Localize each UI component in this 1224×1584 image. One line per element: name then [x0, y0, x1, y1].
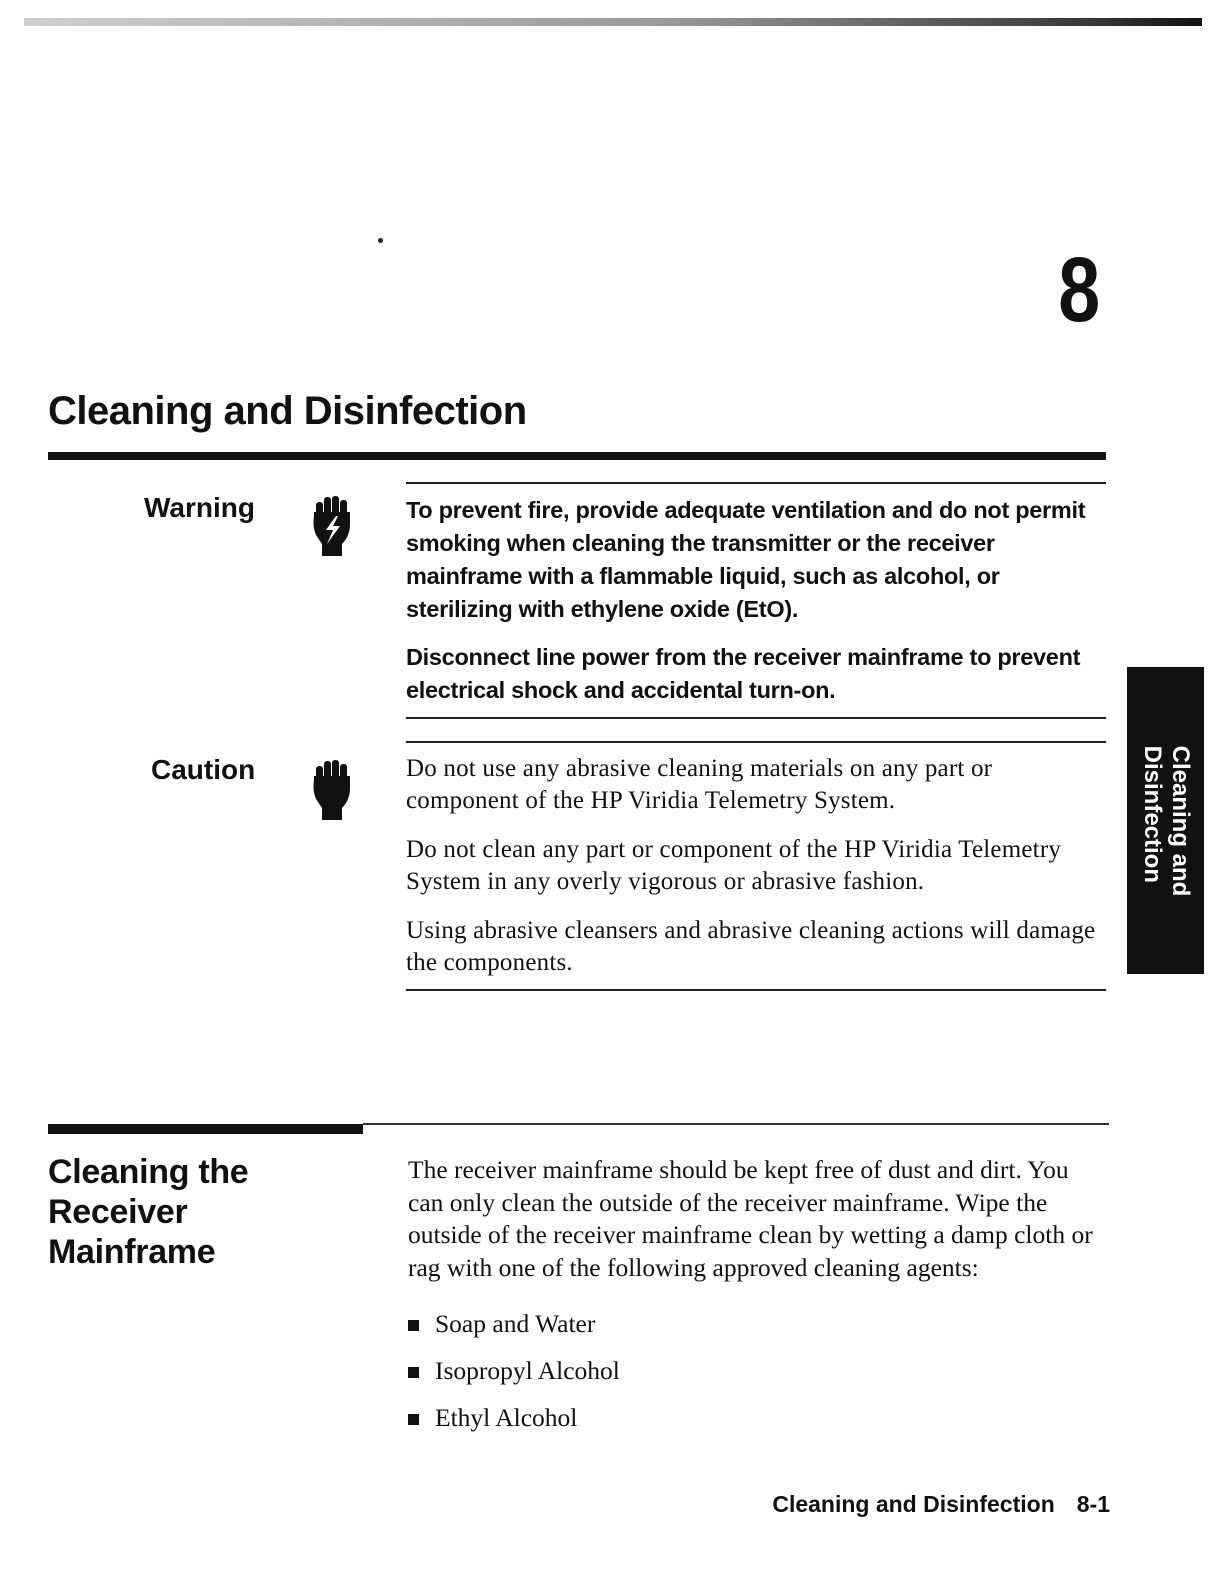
- caution-paragraph-3: Using abrasive cleansers and abrasive cleaning actions will damage the components.: [406, 917, 1096, 976]
- side-tab-line-2: Disinfection: [1138, 745, 1166, 883]
- section-rule-thick: [48, 1124, 363, 1134]
- section-paragraph: The receiver mainframe should be kept free of dust and dirt. You can only clean the outside of the receiver mainframe. Wipe the outside of the receiver mainframe clean by wetting a damp cloth or rag with one of the following approved cleaning agents:: [408, 1155, 1093, 1282]
- hand-icon-svg: [310, 758, 356, 820]
- section-heading: [48, 1152, 348, 1272]
- list-item: [408, 1300, 1108, 1347]
- list-item: [408, 1347, 1108, 1394]
- section-body: [408, 1154, 1108, 1441]
- chapter-number: 8: [1058, 239, 1100, 341]
- caution-bottom-rule: [406, 989, 1106, 991]
- page-number: 8-1: [1076, 1491, 1110, 1517]
- list-item-label: Isopropyl Alcohol: [435, 1355, 620, 1385]
- warning-top-rule: [406, 482, 1106, 484]
- warning-bottom-rule: [406, 717, 1106, 719]
- chapter-side-tab: [1127, 667, 1204, 974]
- warning-paragraph-2: Disconnect line power from the receiver mainframe to prevent electrical shock and accidental turn-on.: [406, 644, 1081, 703]
- warning-box: [406, 482, 1106, 719]
- caution-paragraph-1: Do not use any abrasive cleaning materials on any part or component of the HP Viridia Telemetry System.: [406, 755, 993, 814]
- list-item-label: Ethyl Alcohol: [435, 1402, 578, 1432]
- hand-lightning-icon: [310, 494, 356, 556]
- caution-box: [406, 741, 1106, 991]
- section-heading-line-3: Mainframe: [48, 1233, 216, 1271]
- section-heading-line-2: Receiver: [48, 1193, 188, 1231]
- footer-title: Cleaning and Disinfection: [772, 1491, 1055, 1517]
- warning-paragraph-1: To prevent fire, provide adequate ventilation and do not permit smoking when cleaning the transmitter or the receiver mainframe with a flammable liquid, such as alcohol, or sterilizing with ethylene oxide (EtO).: [406, 497, 1086, 622]
- caution-label: Caution: [151, 754, 256, 785]
- page-footer: [772, 1489, 1110, 1519]
- list-item: [408, 1394, 1108, 1441]
- warning-label: Warning: [144, 492, 255, 523]
- bullet-icon: [408, 1320, 419, 1331]
- caution-paragraph-2: Do not clean any part or component of the HP Viridia Telemetry System in any overly vigorous or abrasive fashion.: [406, 836, 1062, 895]
- bullet-icon: [408, 1414, 419, 1425]
- side-tab-line-1: Cleaning and: [1166, 745, 1194, 896]
- caution-top-rule: [406, 741, 1106, 743]
- top-rule: [24, 18, 1202, 26]
- title-rule: [48, 452, 1106, 460]
- list-item-label: Soap and Water: [435, 1308, 596, 1338]
- side-tab-text: [1138, 745, 1194, 896]
- hand-icon: [310, 758, 356, 820]
- section-heading-line-1: Cleaning the: [48, 1153, 249, 1191]
- speck: [378, 238, 383, 243]
- section-rule-thin: [363, 1123, 1109, 1125]
- bullet-icon: [408, 1367, 419, 1378]
- chapter-title: Cleaning and Disinfection: [48, 389, 527, 433]
- hand-lightning-icon-svg: [310, 494, 356, 556]
- cleaning-agent-list: [408, 1300, 1108, 1441]
